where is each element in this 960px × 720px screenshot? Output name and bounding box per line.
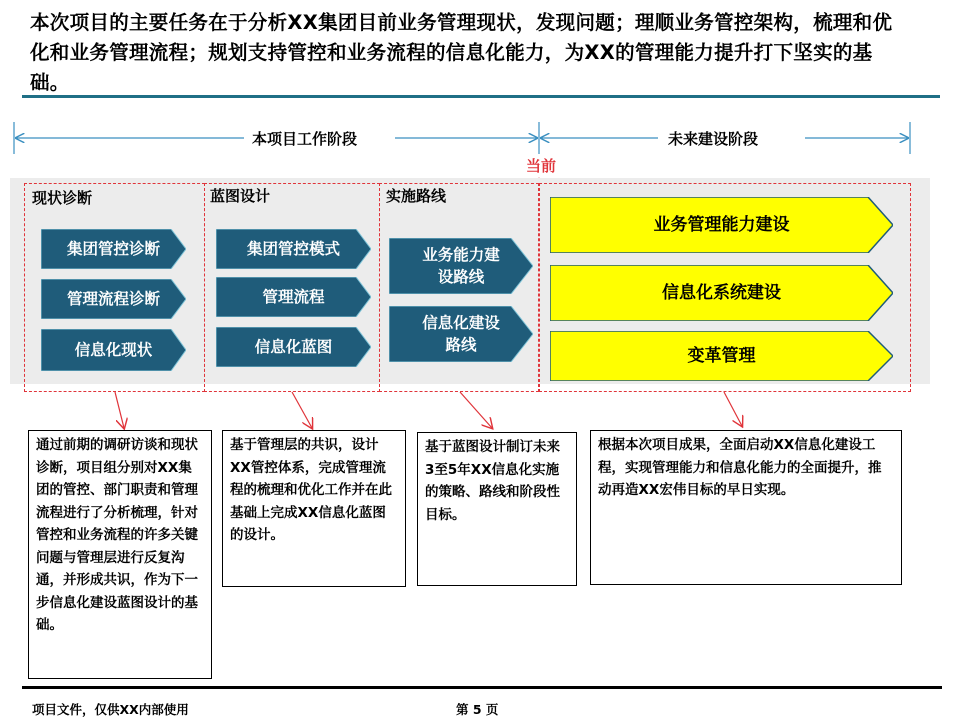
stage-item-button[interactable] [216, 327, 371, 367]
future-item-button[interactable] [550, 265, 893, 321]
header-divider [22, 95, 940, 98]
current-phase-label: 本项目工作阶段 [252, 130, 358, 148]
future-item-label: 业务管理能力建设 [653, 215, 790, 235]
stage-item-label: 管理流程诊断 [66, 290, 160, 308]
future-item-label: 变革管理 [687, 346, 756, 366]
note-diagnosis: 通过前期的调研访谈和现状诊断，项目组分别对XX集团的管控、部门职责和管理流程进行了分析梳理，针对管控和业务流程的许多关键问题与管理层进行反复沟通，并形成共识，作为下一步信息化建设蓝图设计的基础。 [28, 430, 212, 679]
timeline-arrows [0, 118, 960, 158]
stage-item-button[interactable] [41, 229, 186, 269]
stage-item-label: 信息化蓝图 [254, 338, 333, 356]
stage-item-label: 管理流程 [262, 288, 325, 306]
stage-item-button[interactable] [41, 279, 186, 319]
future-item-button[interactable] [550, 331, 893, 381]
note-blueprint: 基于管理层的共识，设计XX管控体系，完成管理流程的梳理和优化工作并在此基础上完成XX信息化蓝图的设计。 [222, 430, 406, 587]
future-item-label: 信息化系统建设 [662, 283, 781, 303]
header-summary: 本次项目的主要任务在于分析XX集团目前业务管理现状，发现问题；理顺业务管控架构，梳理和优化和业务管理流程；规划支持管控和业务流程的信息化能力，为XX的管理能力提升打下坚实的基础。 [30, 11, 893, 94]
note-roadmap: 基于蓝图设计制订未来3至5年XX信息化实施的策略、路线和阶段性目标。 [417, 432, 577, 586]
stage-item-button[interactable] [216, 229, 371, 269]
stage-item-button[interactable] [389, 238, 533, 294]
future-phase-label: 未来建设阶段 [668, 130, 759, 148]
stage-item-button[interactable] [41, 329, 186, 371]
stage-title-diagnosis: 现状诊断 [32, 189, 93, 207]
page-number: 第 5 页 [456, 702, 499, 717]
footer-confidential: 项目文件，仅供XX内部使用 [32, 702, 189, 717]
current-marker-label: 当前 [526, 157, 557, 175]
stage-item-label: 信息化建设路线 [422, 314, 500, 354]
note-future: 根据本次项目成果，全面启动XX信息化建设工程，实现管理能力和信息化能力的全面提升，推动再造XX宏伟目标的早日实现。 [590, 430, 902, 585]
stage-item-label: 信息化现状 [74, 341, 153, 359]
stage-item-button[interactable] [389, 306, 533, 362]
stage-item-button[interactable] [216, 277, 371, 317]
future-item-button[interactable] [550, 197, 893, 253]
stage-item-label: 集团管控模式 [246, 240, 340, 258]
stage-item-label: 集团管控诊断 [66, 240, 160, 258]
footer-divider [22, 686, 942, 689]
stage-title-blueprint: 蓝图设计 [210, 187, 271, 205]
stage-title-roadmap: 实施路线 [386, 187, 447, 205]
stage-item-label: 业务能力建设路线 [422, 246, 500, 286]
